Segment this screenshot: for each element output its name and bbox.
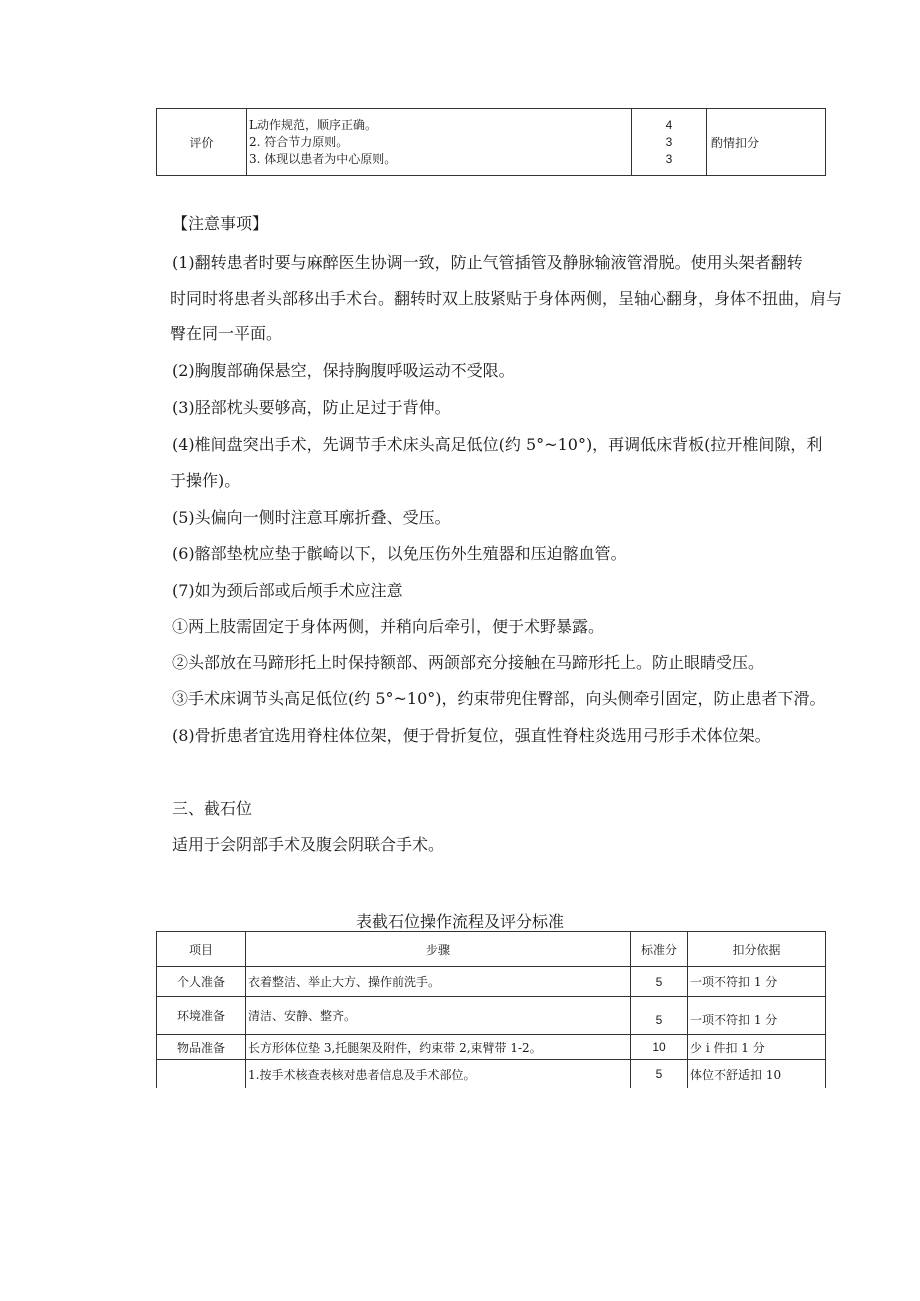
header-deduction-basis: 扣分依据 <box>688 932 826 967</box>
header-standard-score: 标准分 <box>631 932 688 967</box>
header-item: 项目 <box>157 932 246 967</box>
note-1-line-1: (1)翻转患者时要与麻醉医生协调一致，防止气管插管及静脉输液管滑脱。使用头架者翻转 <box>172 253 803 272</box>
row-score: 5 <box>631 967 688 997</box>
note-8: (8)骨折患者宜选用脊柱体位架，便于骨折复位，强直性脊柱炎选用弓形手术体位架。 <box>172 726 771 745</box>
evaluation-item: 2. 符合节力原则。 <box>249 134 349 149</box>
lithotomy-scoring-table <box>156 931 826 1088</box>
section-description: 适用于会阴部手术及腹会阴联合手术。 <box>172 835 445 854</box>
note-1-line-2: 时同时将患者头部移出手术台。翻转时双上肢紧贴于身体两侧，呈轴心翻身，身体不扭曲，肩与 <box>170 289 843 308</box>
table-row <box>157 967 826 997</box>
evaluation-item: 3. 体现以患者为中心原则。 <box>249 151 397 166</box>
row-steps: 清洁、安静、整齐。 <box>246 997 631 1035</box>
note-5: (5)头偏向一侧时注意耳廓折叠、受压。 <box>172 508 451 527</box>
row-deduction: 少 i 件扣 1 分 <box>688 1035 826 1060</box>
section-title: 三、截石位 <box>172 799 253 818</box>
evaluation-score: 4 <box>665 117 673 132</box>
evaluation-items <box>247 109 632 176</box>
row-steps: 1.按手术核查表核对患者信息及手术部位。 <box>246 1060 631 1089</box>
note-7-sub-3: ③手术床调节头高足低位(约 5°~10°)，约束带兜住臀部，向头侧牵引固定，防止患者下滑。 <box>172 689 826 708</box>
evaluation-table <box>156 108 826 176</box>
row-deduction: 一项不符扣 1 分 <box>688 967 826 997</box>
row-deduction: 一项不符扣 1 分 <box>688 997 826 1035</box>
note-6: (6)髂部垫枕应垫于髌崎以下，以免压伤外生殖器和压迫髂血管。 <box>172 544 627 563</box>
evaluation-deduction: 酌情扣分 <box>707 109 826 176</box>
header-steps: 步骤 <box>246 932 631 967</box>
note-1-line-3: 臀在同一平面。 <box>170 324 283 343</box>
note-4-line-2: 于操作)。 <box>170 471 241 490</box>
row-item: 个人准备 <box>157 967 246 997</box>
row-steps: 长方形体位垫 3,托腿架及附件，约束带 2,束臂带 1-2。 <box>246 1035 631 1060</box>
note-7-sub-1: ①两上肢需固定于身体两侧，并稍向后牵引，便于术野暴露。 <box>172 617 605 636</box>
row-score: 10 <box>631 1035 688 1060</box>
notes-heading: 【注意事项】 <box>172 214 269 233</box>
note-7: (7)如为颈后部或后颅手术应注意 <box>172 581 403 600</box>
note-7-sub-2: ②头部放在马蹄形托上时保持额部、两颌部充分接触在马蹄形托上。防止眼睛受压。 <box>172 653 765 672</box>
row-deduction: 体位不舒适扣 10 <box>688 1060 826 1089</box>
table-row <box>157 109 826 176</box>
evaluation-score: 3 <box>665 134 673 149</box>
table-row <box>157 1035 826 1060</box>
note-3: (3)胫部枕头要够高，防止足过于背伸。 <box>172 398 451 417</box>
row-item <box>157 1060 246 1089</box>
row-score: 5 <box>631 1060 688 1089</box>
table-header-row <box>157 932 826 967</box>
row-steps: 衣着整洁、举止大方、操作前洗手。 <box>246 967 631 997</box>
table-row <box>157 997 826 1035</box>
table-row <box>157 1060 826 1089</box>
evaluation-score: 3 <box>665 151 673 166</box>
evaluation-category: 评价 <box>157 109 247 176</box>
note-2: (2)胸腹部确保悬空，保持胸腹呼吸运动不受限。 <box>172 361 515 380</box>
evaluation-item: L动作规范，顺序正确。 <box>249 117 377 132</box>
table-caption: 表截石位操作流程及评分标准 <box>355 912 564 931</box>
evaluation-scores <box>632 109 707 176</box>
row-score: 5 <box>631 997 688 1035</box>
note-4-line-1: (4)椎间盘突出手术，先调节手术床头高足低位(约 5°~10°)，再调低床背板(拉开椎间隙，利 <box>172 435 823 454</box>
row-item: 物品准备 <box>157 1035 246 1060</box>
row-item: 环境准备 <box>157 997 246 1035</box>
